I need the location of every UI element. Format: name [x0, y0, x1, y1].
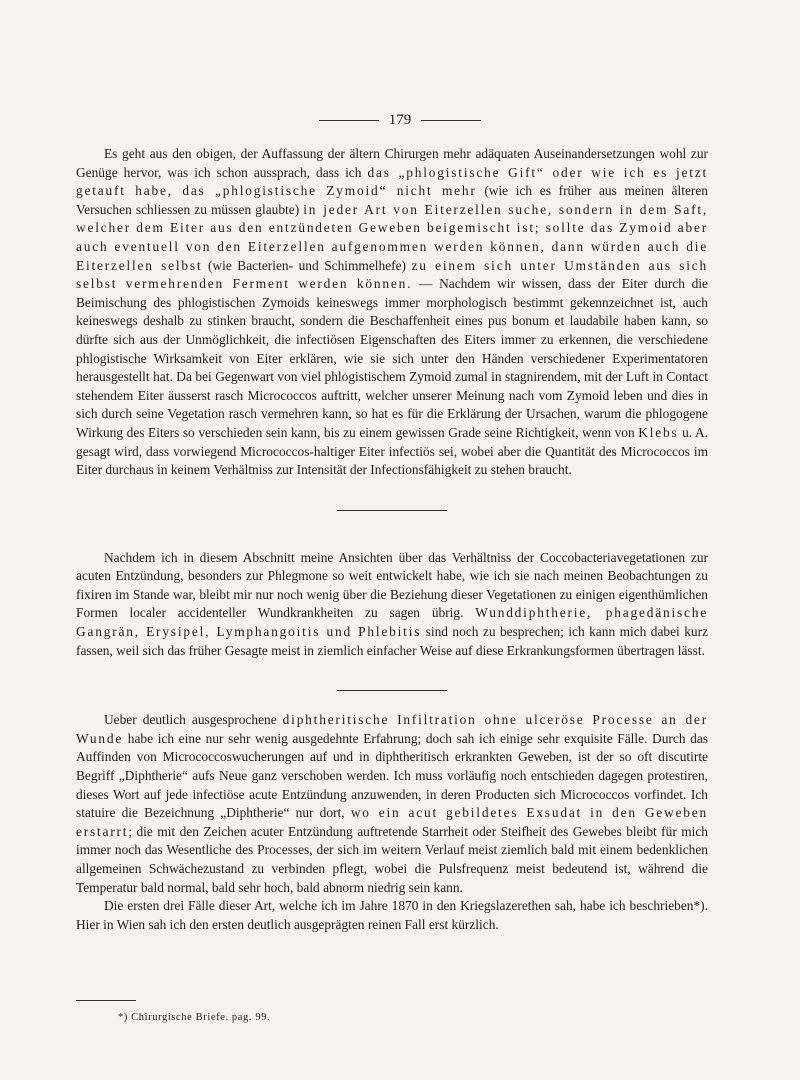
page-header — [0, 112, 800, 129]
emphasis-text: diphtheritische Infiltration ohne ulceröse Processe an der Wunde — [76, 712, 708, 746]
text-run: — Nachdem wir wissen, dass der Eiter durch die Beimischung des phlogistischen Zymoids keineswegs immer morphologisch bestimmt gekennzeichnet ist, auch keineswegs deshalb zu stinken braucht, sondern die Beschaffenheit eines pus bonum et laudabile haben kann, so dürfte sich aus der Unmöglichkeit, die infectiösen Eigenschaften des Eiters immer zu erkennen, die verschiedene phlogistische Wirksamkeit von Eiter erklären, wie sie sich unter den Händen verschiedener Experimentatoren herausgestellt hat. Da bei Gegenwart von viel phlogistischem Zymoid zumal in stagnirendem, mit der Luft in Contact stehendem Eiter äusserst rasch Micrococcos auftritt, welcher unserer Meinung nach vom Zymoid leben und dies in sich durch seine Vegetation rasch vermehren kann, so hat es für die Erklärung der Ursachen, warum die phlogogene Wirkung des Eiters so verschieden sein kann, bis zu einem gewissen Grade seine Richtigkeit, wenn von — [76, 276, 708, 440]
text-run: Nachdem ich in diesem Abschnitt meine Ansichten über das Verhältniss der Coccobacteriavegetationen zur acuten Entzündung, besonders zur Phlegmone so weit entwickelt habe, wie ich sie nach meinen Beobachtungen zu fixiren im Stande war, bleibt mir nur noch wenig über die Beziehung dieser Vegetationen zu einigen eigenthümlichen Formen localer accidenteller Wundkrankheiten zu sagen übrig. — [76, 549, 708, 621]
text-run: (wie Bacterien- und Schimmelhefe) — [202, 257, 412, 273]
section-divider — [337, 510, 447, 511]
footnote: *) Chirurgische Briefe. pag. 99. — [118, 1012, 271, 1023]
emphasis-text: Wunddiphtherie, phagedänische Gangrän, Erysipel, Lymphangoitis und Phlebitis — [76, 605, 708, 640]
text-run: habe ich eine nur sehr wenig ausgedehnte Erfahrung; doch sah ich einige sehr exquisite Fälle. Durch das Auffinden von Micrococcoswucherungen auf und in diphtheritisch erkrankten Geweben, ist der so oft discutirte Begriff „Diphtherie“ aufs Neue ganz verschoben werden. Ich muss vorläufig noch entschieden dagegen protestiren, dieses Wort auf jede infectiöse acute Entzündung anzuwenden, in deren Producten sich Micrococcos vorfindet. Ich statuire die Bezeichnung „Diphtherie“ nur dort, — [76, 730, 708, 821]
emphasis-text: wo ein acut gebildetes Exsudat in den Geweben erstarrt — [76, 805, 708, 839]
text-run: ; die mit den Zeichen acuter Entzündung auftretende Starrheit oder Steifheit des Gewebes bleibt für mich immer noch das Wesentliche des Processes, der sich im weitern Verlauf meist ziemlich bald mit einem bedenklichen allgemeinen Schwächezustand zu verbinden pflegt, wobei die Pulsfrequenz meist bedeutend ist, während die Temperatur bald normal, bald sehr hoch, bald abnorm niedrig sein kann. — [76, 823, 708, 895]
paragraph-1 — [76, 145, 708, 480]
footnote-rule — [76, 1000, 136, 1001]
text-run: Ueber deutlich ausgesprochene — [104, 712, 283, 728]
text-run: sind noch zu besprechen; ich kann mich dabei kurz fassen, weil sich das früher Gesagte meist in ziemlich einfacher Weise auf diese Erkrankungsformen übertragen lässt. — [76, 624, 708, 658]
section-divider — [337, 690, 447, 691]
author-name: Klebs — [638, 424, 679, 440]
text-run: (wie ich es früher aus meinen älteren Versuchen schliessen zu müssen glaubte) — [76, 183, 708, 217]
emphasis-text: in jeder Art von Eiterzellen suche, sondern in dem Saft, welcher dem Eiter aus den entzündeten Geweben beigemischt ist; sollte das Zymoid aber auch eventuell von den Eiterzellen aufgenommen werden können, dann würden auch die Eiterzellen selbst — [76, 201, 708, 273]
header-rule-right — [421, 120, 481, 121]
text-run: u. A. gesagt wird, dass vorwiegend Micrococcos-haltiger Eiter infectiös sei, wobei aber die Quantität des Micrococcos im Eiter durchaus in keinem Verhältniss zur Intensität der Infectionsfähigkeit zu stehen braucht. — [76, 424, 708, 478]
paragraph-2 — [76, 549, 708, 661]
page-number: 179 — [388, 112, 412, 128]
emphasis-text: zu einem sich unter Umständen aus sich selbst vermehrenden Ferment werden können. — [76, 257, 708, 292]
header-rule-left — [319, 120, 379, 121]
text-run: Es geht aus den obigen, der Auffassung der ältern Chirurgen mehr adäquaten Auseinandersetzungen wohl zur Genüge hervor, was ich schon aussprach, dass ich — [76, 146, 708, 180]
page-body — [76, 145, 708, 934]
paragraph-3 — [76, 711, 708, 897]
emphasis-text: das „phlogistische Gift“ oder wie ich es jetzt getauft habe, das „phlogistische Zymoid“ nicht mehr — [76, 164, 708, 199]
paragraph-4: Die ersten drei Fälle dieser Art, welche ich im Jahre 1870 in den Kriegslazerethen sah, habe ich beschrieben*). Hier in Wien sah ich den ersten deutlich ausgeprägten reinen Fall erst kürzlich. — [76, 898, 708, 932]
